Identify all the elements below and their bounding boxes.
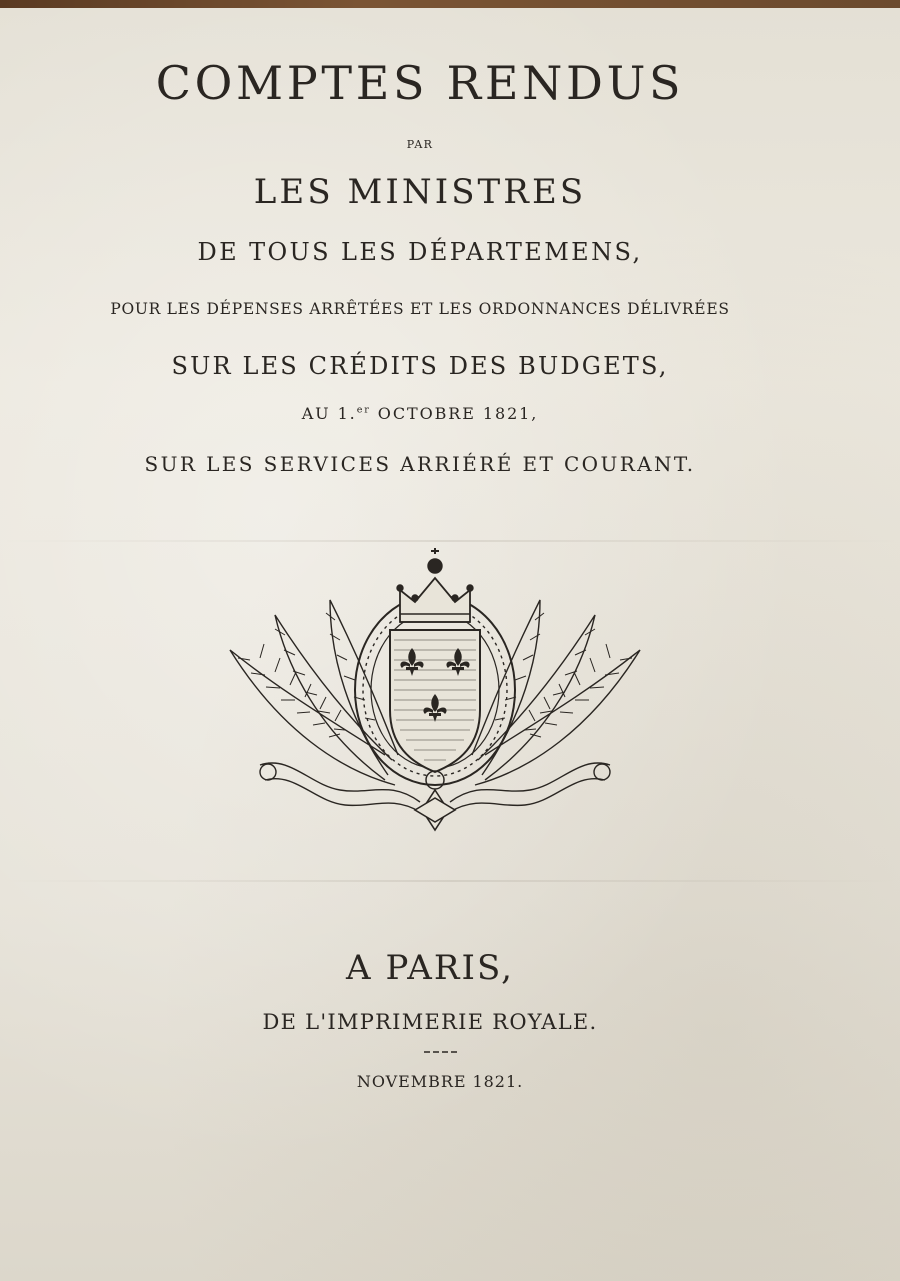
title-date-superscript: er [356, 404, 371, 416]
book-edge [0, 0, 900, 8]
title-connector: PAR [406, 138, 434, 151]
main-title: COMPTES RENDUS [155, 56, 685, 110]
imprint-city: A PARIS, [346, 948, 514, 988]
title-services: SUR LES SERVICES ARRIÉRÉ ET COURANT. [144, 452, 696, 476]
title-date-suffix: OCTOBRE 1821, [370, 404, 539, 423]
ornament-rule-icon [424, 1050, 460, 1054]
imprint-date: NOVEMBRE 1821. [356, 1072, 524, 1091]
paper-crease [0, 880, 900, 882]
title-ministers: LES MINISTRES [253, 172, 587, 212]
title-date-prefix: AU 1. [301, 404, 357, 423]
imprint-printer: DE L'IMPRIMERIE ROYALE. [262, 1010, 598, 1034]
title-departments: DE TOUS LES DÉPARTEMENS, [197, 238, 643, 266]
royal-coat-of-arms-icon [220, 540, 650, 860]
title-budgets: SUR LES CRÉDITS DES BUDGETS, [171, 352, 669, 380]
title-expenses: POUR LES DÉPENSES ARRÊTÉES ET LES ORDONNANCES DÉLIVRÉES [110, 300, 730, 318]
title-date [0, 404, 870, 423]
